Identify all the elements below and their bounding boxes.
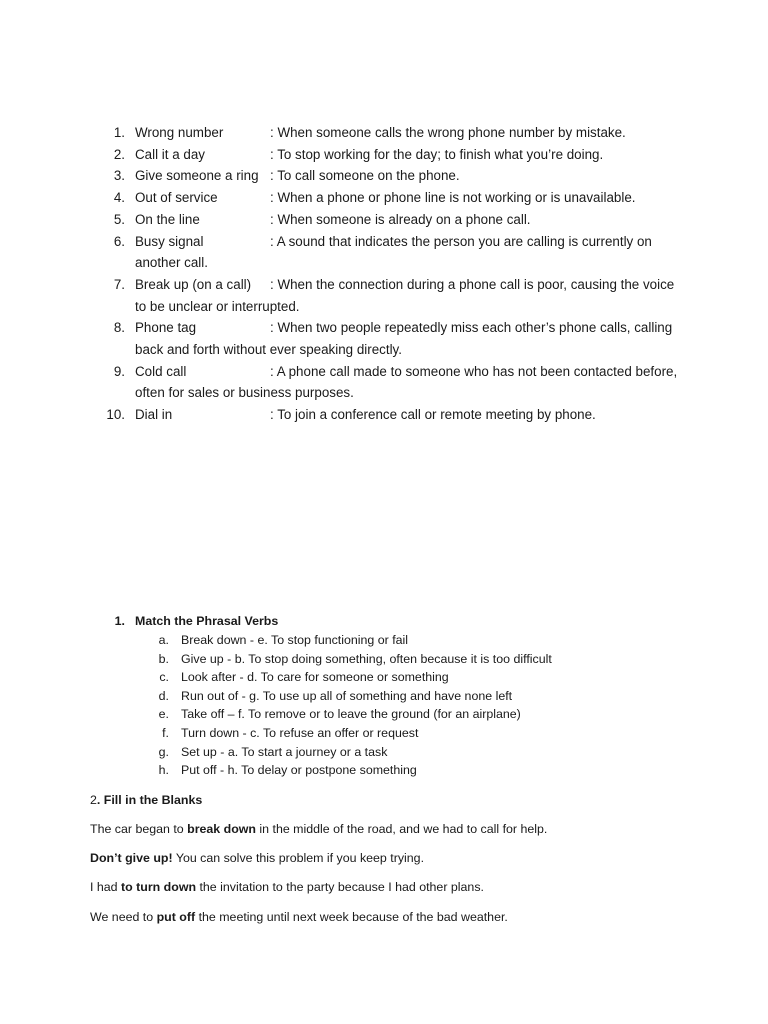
vocabulary-definition: : To call someone on the phone. [270,168,460,184]
fill-in-blanks-exercise [90,791,730,937]
vocabulary-item [0,274,768,317]
match-heading [0,612,768,630]
vocabulary-term: Dial in [135,407,173,423]
vocabulary-definition: : To join a conference call or remote meeting by phone. [270,407,596,423]
item-text: Give up - b. To stop doing something, often because it is too difficult [181,651,552,666]
item-letter: g. [158,744,169,759]
fill-sentence [90,820,730,838]
item-number: 4. [113,190,125,206]
match-item [0,761,768,780]
sentence-start: I had [90,880,122,895]
vocabulary-item [0,122,768,144]
match-item [0,668,768,687]
item-text: Turn down - c. To refuse an offer or request [181,725,419,740]
vocabulary-term: Call it a day [135,146,205,162]
item-number: 8. [113,320,125,336]
match-item [0,724,768,743]
answer-phrase: break down [187,822,256,836]
item-letter: e. [158,707,169,722]
fill-sentence [90,908,730,926]
item-text: Break down - e. To stop functioning or fail [181,633,409,647]
match-item [0,650,768,669]
vocabulary-item [0,209,768,231]
match-list [0,631,768,780]
vocabulary-definition: : When someone calls the wrong phone number by mistake. [270,125,626,140]
item-text: Run out of - g. To use up all of something and have none left [181,688,513,703]
item-letter: d. [158,688,169,703]
item-number: 5. [113,211,125,227]
vocabulary-item [0,231,768,274]
vocabulary-definition: : When someone is already on a phone call. [270,211,531,227]
section-number: 2 [90,793,97,807]
match-item [0,687,768,706]
section-number: 1. [114,614,125,628]
vocabulary-item [0,317,768,360]
section-title: . Fill in the Blanks [96,793,203,807]
vocabulary-term: Break up (on a call) [135,276,252,292]
vocabulary-term: Wrong number [135,125,224,140]
vocabulary-definition: : When the connection during a phone call is poor, causing the voice to be unclear or interrupted. [135,276,675,314]
vocabulary-definition: : A phone call made to someone who has not been contacted before, often for sales or business purposes. [135,363,678,401]
answer-phrase: Don’t give up! [90,851,173,866]
fill-sentence [90,878,730,896]
sentence-end: in the middle of the road, and we had to call for help. [255,822,548,836]
item-text: Put off - h. To delay or postpone something [181,763,417,778]
item-number: 7. [113,276,125,292]
section-title: Match the Phrasal Verbs [135,614,279,628]
vocabulary-term: Busy signal [135,233,204,249]
item-text: Take off – f. To remove or to leave the ground (for an airplane) [181,707,521,722]
vocabulary-term: On the line [135,211,200,227]
sentence-start: The car began to [90,822,188,836]
answer-phrase: to turn down [121,880,197,895]
vocabulary-definition: : To stop working for the day; to finish what you’re doing. [270,146,604,162]
vocabulary-definition: : A sound that indicates the person you are calling is currently on another call. [135,233,652,271]
fill-heading [90,791,730,809]
fill-sentence [90,849,730,867]
item-number: 9. [113,363,125,379]
match-exercise [0,612,768,780]
match-item [0,743,768,762]
vocabulary-list [0,122,768,426]
vocabulary-term: Phone tag [135,320,197,336]
item-number: 2. [113,146,125,162]
item-number: 1. [113,125,125,140]
sentence-end: You can solve this problem if you keep trying. [172,851,425,866]
match-item [0,631,768,650]
match-item [0,705,768,724]
item-letter: f. [162,725,169,740]
answer-phrase: put off [156,909,196,924]
item-number: 6. [113,233,125,249]
item-text: Look after - d. To care for someone or something [181,670,449,685]
vocabulary-term: Out of service [135,190,218,206]
sentence-end: the invitation to the party because I had other plans. [196,880,484,895]
item-number: 10. [106,407,125,423]
vocabulary-definition: : When a phone or phone line is not working or is unavailable. [270,190,636,206]
vocabulary-item [0,187,768,209]
vocabulary-item [0,361,768,404]
vocabulary-item [0,144,768,166]
item-letter: h. [158,763,169,778]
vocabulary-term: Cold call [135,363,187,379]
vocabulary-item [0,404,768,426]
item-letter: b. [158,651,169,666]
vocabulary-item [0,165,768,187]
item-text: Set up - a. To start a journey or a task [181,744,388,759]
vocabulary-definition: : When two people repeatedly miss each other’s phone calls, calling back and forth without ever speaking directly. [135,320,673,358]
item-letter: a. [158,633,169,647]
vocabulary-term: Give someone a ring [135,168,259,184]
item-number: 3. [113,168,125,184]
sentence-end: the meeting until next week because of the bad weather. [195,909,508,924]
item-letter: c. [159,670,169,685]
sentence-start: We need to [90,909,157,924]
